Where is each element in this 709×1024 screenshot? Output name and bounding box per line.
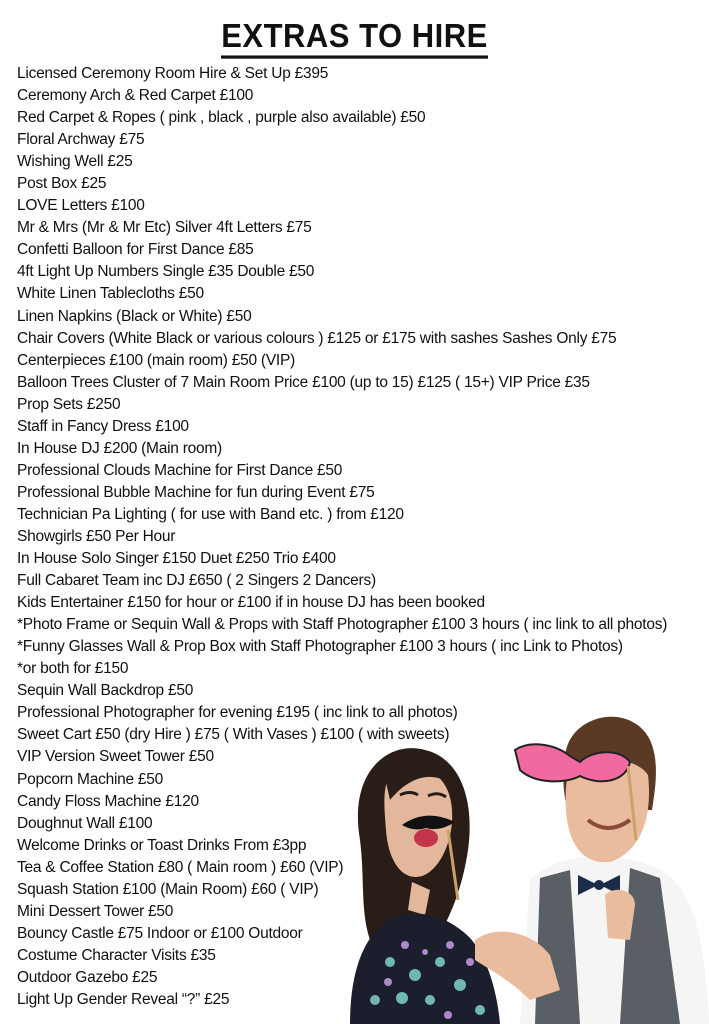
list-item: *or both for £150 — [17, 660, 129, 678]
list-item: Welcome Drinks or Toast Drinks From £3pp — [17, 836, 307, 854]
list-item: Full Cabaret Team inc DJ £650 ( 2 Singers 2 Dancers) — [17, 572, 376, 590]
list-item: *Funny Glasses Wall & Prop Box with Staff Photographer £100 3 hours ( inc Link to Photos) — [17, 638, 623, 656]
list-item: In House Solo Singer £150 Duet £250 Trio £400 — [17, 550, 336, 568]
list-item: White Linen Tablecloths £50 — [17, 285, 204, 303]
list-item: Centerpieces £100 (main room) £50 (VIP) — [17, 351, 295, 369]
list-item: Wishing Well £25 — [17, 153, 133, 171]
list-item: Tea & Coffee Station £80 ( Main room ) £60 (VIP) — [17, 858, 344, 876]
list-item: Professional Clouds Machine for First Dance £50 — [17, 461, 343, 479]
list-item: Confetti Balloon for First Dance £85 — [17, 241, 254, 259]
list-item: Floral Archway £75 — [17, 131, 145, 149]
list-item: Prop Sets £250 — [17, 395, 121, 413]
list-item: Licensed Ceremony Room Hire & Set Up £395 — [17, 65, 329, 82]
list-item: *Photo Frame or Sequin Wall & Props with Staff Photographer £100 3 hours ( inc link to all photos) — [17, 616, 668, 634]
list-item: Showgirls £50 Per Hour — [17, 527, 176, 545]
list-item: Bouncy Castle £75 Indoor or £100 Outdoor — [17, 924, 303, 942]
list-item: Candy Floss Machine £120 — [17, 792, 199, 810]
list-item: Professional Bubble Machine for fun during Event £75 — [17, 483, 375, 501]
list-item: Sweet Cart £50 (dry Hire ) £75 ( With Vases ) £100 ( with sweets) — [17, 726, 450, 744]
list-item: Professional Photographer for evening £195 ( inc link to all photos) — [17, 704, 458, 722]
list-item: Mini Dessert Tower £50 — [17, 902, 174, 920]
page-title — [0, 17, 709, 56]
list-item: Linen Napkins (Black or White) £50 — [17, 307, 252, 325]
list-item: Technician Pa Lighting ( for use with Band etc. ) from £120 — [17, 505, 404, 523]
list-item: Red Carpet & Ropes ( pink , black , purple also available) £50 — [17, 109, 426, 127]
list-item: Chair Covers (White Black or various colours ) £125 or £175 with sashes Sashes Only £75 — [17, 329, 617, 347]
list-item: Kids Entertainer £150 for hour or £100 if in house DJ has been booked — [17, 594, 485, 612]
list-item: Post Box £25 — [17, 175, 107, 193]
hire-items-list — [17, 63, 703, 1011]
list-item: Squash Station £100 (Main Room) £60 ( VIP) — [17, 880, 319, 898]
list-item: Costume Character Visits £35 — [17, 946, 216, 964]
list-item: VIP Version Sweet Tower £50 — [17, 748, 214, 766]
list-item: Outdoor Gazebo £25 — [17, 968, 158, 986]
list-item: Balloon Trees Cluster of 7 Main Room Price £100 (up to 15) £125 ( 15+) VIP Price £35 — [17, 373, 590, 391]
list-item: Doughnut Wall £100 — [17, 814, 153, 832]
list-item: Staff in Fancy Dress £100 — [17, 417, 189, 435]
list-item: Mr & Mrs (Mr & Mr Etc) Silver 4ft Letters £75 — [17, 219, 312, 237]
page-title-text: EXTRAS TO HIRE — [221, 17, 488, 59]
list-item: Sequin Wall Backdrop £50 — [17, 682, 194, 700]
list-item: In House DJ £200 (Main room) — [17, 439, 222, 457]
list-item: LOVE Letters £100 — [17, 197, 145, 215]
list-item: Ceremony Arch & Red Carpet £100 — [17, 87, 254, 105]
list-item: Light Up Gender Reveal “?” £25 — [17, 990, 230, 1008]
list-item: Popcorn Machine £50 — [17, 770, 164, 788]
list-item: 4ft Light Up Numbers Single £35 Double £50 — [17, 263, 315, 281]
